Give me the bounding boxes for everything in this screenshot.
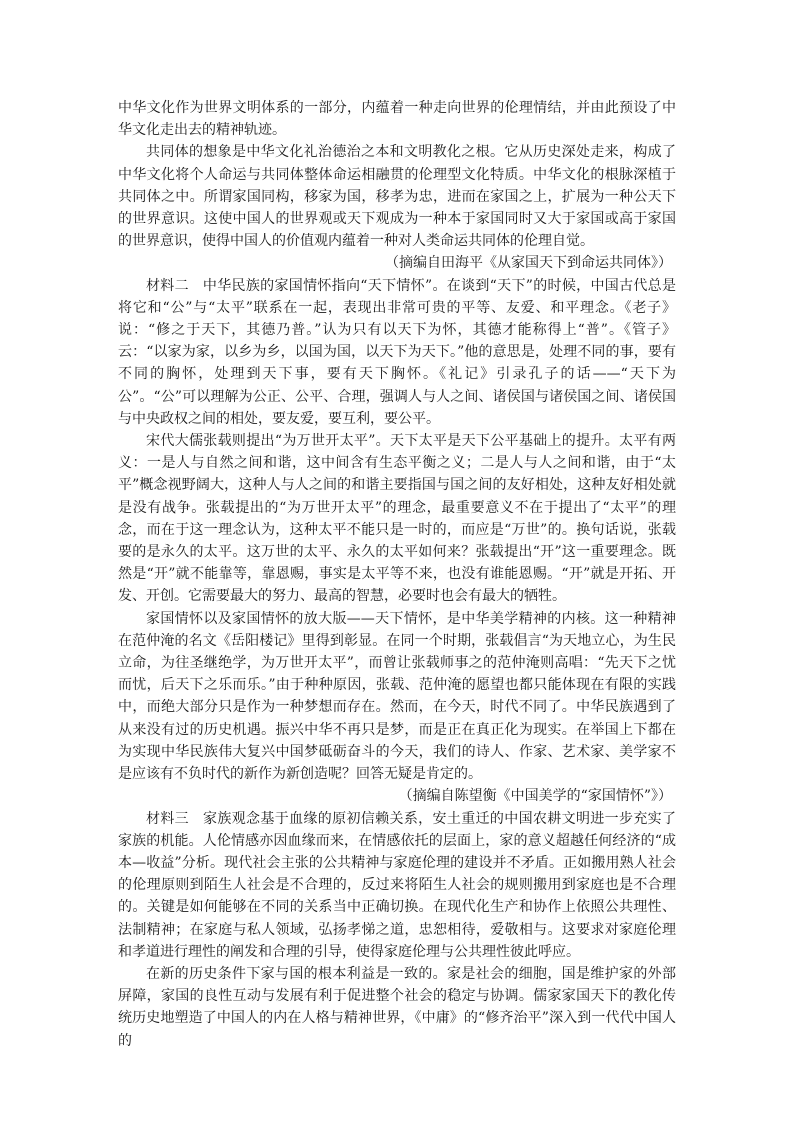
paragraph-family-nation: 在新的历史条件下家与国的根本利益是一致的。家是社会的细胞，国是维护家的外部屏障，家国的良性互动与发展有利于促进整个社会的稳定与协调。儒家家国天下的教化传统历史地塑造了中国人的内在人格与精神世界，《中庸》的“修齐治平”深入到一代代中国人的 [118, 965, 676, 1049]
source-citation-1: （摘编自田海平《从家国天下到命运共同体》） [385, 255, 672, 272]
paragraph-aesthetics: 家国情怀以及家国情怀的放大版——天下情怀，是中华美学精神的内核。这一种精神在范仲淹的名文《岳阳楼记》里得到彰显。在同一个时期，张载倡言“为天地立心，为生民立命，为往圣继绝学，为万世开太平”，而曾让张载师事之的范仲淹则高唱：“先天下之忧而忧，后天下之乐而乐。”由于种种原因，张载、范仲淹的愿望也都只能体现在有限的实践中，而绝大部分只是作为一种梦想而存在。然而，在今天，时代不同了。中华民族遇到了从来没有过的历史机遇。振兴中华不再只是梦，而是正在真正化为现实。在举国上下都在为实现中华民族伟大复兴中国梦砥砺奋斗的今天，我们的诗人、作家、艺术家、美学家不是应该有不负时代的新作为新创造呢？回答无疑是肯定的。 [118, 610, 676, 783]
paragraph-zhangzai: 宋代大儒张载则提出“为万世开太平”。天下太平是天下公平基础上的提升。太平有两义：一是人与自然之间和谐，这中间含有生态平衡之义；二是人与人之间和谐，由于“太平”概念视野阔大，这种人与人之间的和谐主要指国与国之间的友好相处，这种友好相处就是没有战争。张载提出的“为万世开太平”的理念，最重要意义不在于提出了“太平”的理念，而在于这一理念认为，这种太平不能只是一时的，而应是“万世”的。换句话说，张载要的是永久的太平。这万世的太平、永久的太平如何来？张载提出“开”这一重要理念。既然是“开”就不能靠等，靠恩赐，事实是太平等不来，也没有谁能恩赐。“开”就是开拓、开发、开创。它需要最大的努力、最高的智慧，必要时也会有最大的牺牲。 [118, 433, 676, 605]
material-2-label: 材料二 [146, 277, 189, 294]
material-3-text: 家族观念基于血缘的原初信赖关系，安土重迁的中国农耕文明进一步充实了家族的机能。人伦情感亦因血缘而来，在情感依托的层面上，家的意义超越任何经济的“成本—收益”分析。现代社会主张的公共精神与家庭伦理的建设并不矛盾。正如搬用熟人社会的伦理原则到陌生人社会是不合理的，反过来将陌生人社会的规则搬用到家庭也是不合理的。关键是如何能够在不同的关系当中正确切换。在现代化生产和协作上依照公共理性、法制精神；在家庭与私人领域，弘扬孝悌之道，忠恕相待，爱敬相与。这要求对家庭伦理和孝道进行理性的阐发和合理的引导，使得家庭伦理与公共理性彼此呼应。 [118, 810, 677, 960]
material-3-label: 材料三 [146, 810, 190, 827]
document-page [118, 97, 676, 1052]
paragraph-material-3 [118, 808, 676, 963]
source-citation-2: （摘编自陈望衡《中国美学的“家国情怀”》） [398, 788, 672, 805]
paragraph-community: 共同体的想象是中华文化礼治德治之本和文明教化之根。它从历史深处走来，构成了中华文化将个人命运与共同体整体命运相融贯的伦理型文化特质。中华文化的根脉深植于共同体之中。所谓家国同构，移家为国，移孝为忠，进而在家国之上，扩展为一种公天下的世界意识。这使中国人的世界观或天下观成为一种本于家国同时又大于家国或高于家国的世界意识，使得中国人的价值观内蕴着一种对人类命运共同体的伦理自觉。 [118, 144, 676, 250]
paragraph-material-2 [118, 275, 676, 430]
material-2-text: 中华民族的家国情怀指向“天下情怀”。在谈到“天下”的时候，中国古代总是将它和“公”与“太平”联系在一起，表现出非常可贵的平等、友爱、和平理念。《老子》说：“修之于天下，其德乃普。”认为只有以天下为怀，其德才能称得上“普”。《管子》云：“以家为家，以乡为乡，以国为国，以天下为天下。”他的意思是，处理不同的事，要有不同的胸怀，处理到天下事，要有天下胸怀。《礼记》引录孔子的话——“天下为公”。“公”可以理解为公正、公平、合理，强调人与人之间、诸侯国与诸侯国之间、诸侯国与中央政权之间的相处，要友爱，要互利，要公平。 [118, 277, 676, 427]
paragraph-intro-end: 中华文化作为世界文明体系的一部分，内蕴着一种走向世界的伦理情结，并由此预设了中华文化走出去的精神轨迹。 [118, 100, 676, 139]
